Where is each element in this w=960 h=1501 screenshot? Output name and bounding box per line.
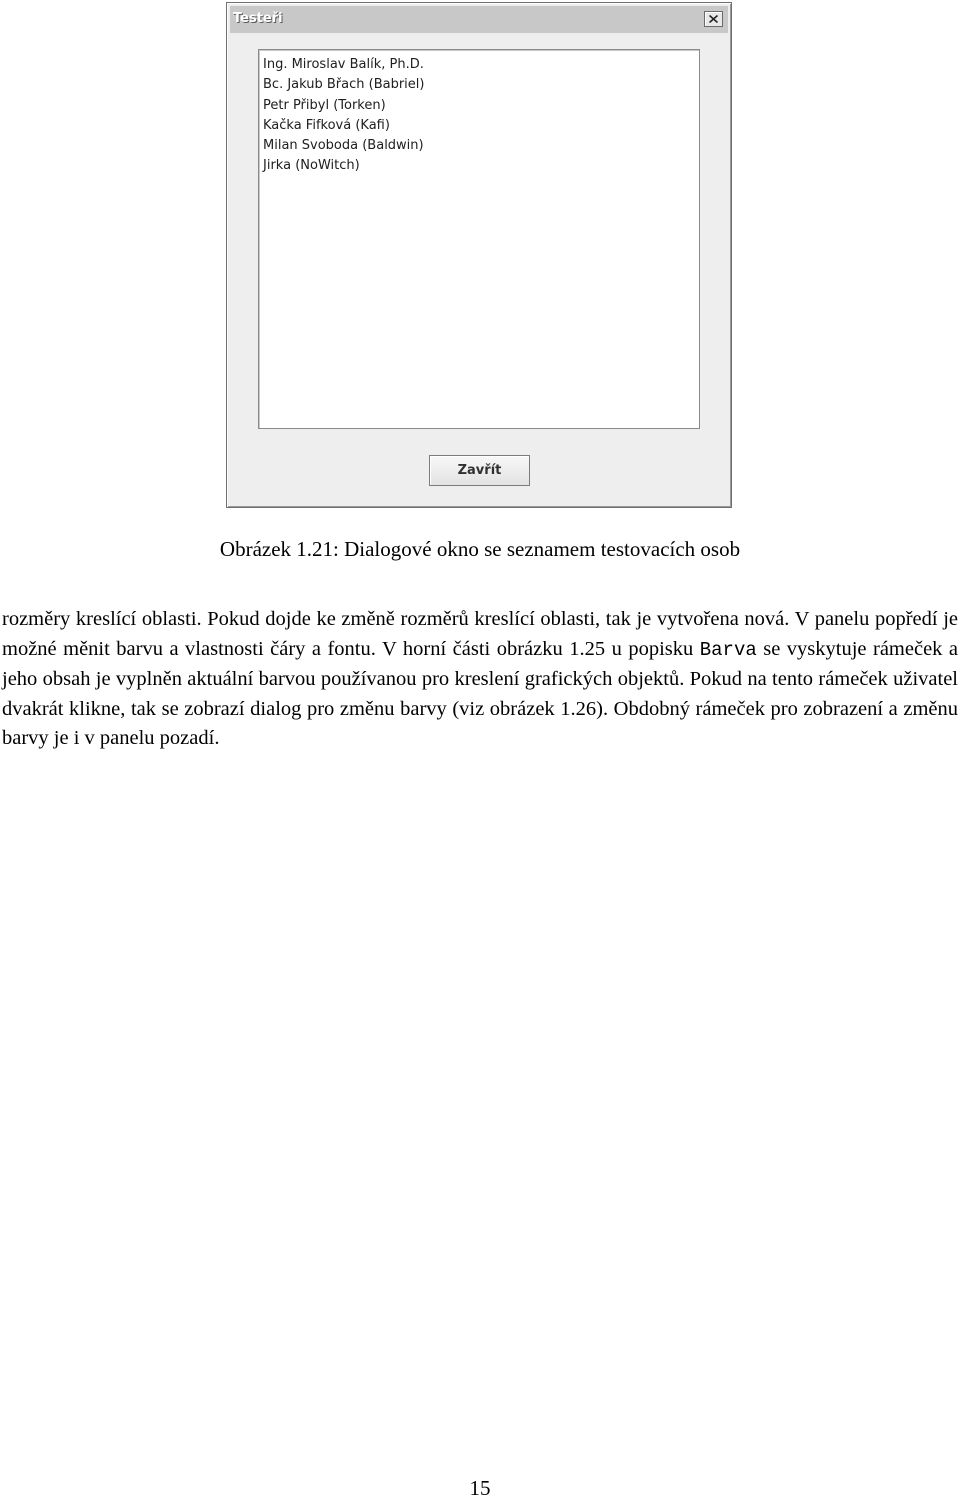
page-number: 15: [469, 1476, 491, 1500]
paragraph-text: se vyskytuje rámeček a jeho obsah je vyplněn aktuální barvou používanou pro kreslení grafických objektů. Pokud na tento rámeček uživatel dvakrát klikne, tak se zobrazí dialog pro změnu barvy (viz obrázek 1.26). Obdobný rámeček pro zobrazení a změnu barvy je i v panelu pozadí.: [2, 637, 959, 749]
close-window-button[interactable]: [704, 11, 723, 27]
close-dialog-button[interactable]: Zavřít: [429, 455, 530, 486]
testers-dialog: [226, 2, 732, 508]
list-item[interactable]: Bc. Jakub Břach (Babriel): [263, 77, 425, 93]
body-paragraph: [2, 605, 958, 754]
list-item[interactable]: Milan Svoboda (Baldwin): [263, 138, 424, 154]
code-term: Barva: [699, 638, 757, 661]
testers-list[interactable]: [258, 49, 700, 429]
list-item[interactable]: Petr Přibyl (Torken): [263, 97, 386, 113]
list-item[interactable]: Ing. Miroslav Balík, Ph.D.: [263, 57, 424, 72]
dialog-title: Testeři: [233, 11, 283, 26]
figure-caption: Obrázek 1.21: Dialogové okno se seznamem testovacích osob: [219, 537, 741, 561]
dialog-titlebar[interactable]: [230, 6, 728, 33]
paragraph-text: rozměry kreslící oblasti. Pokud dojde ke změně rozměrů kreslící oblasti, tak je vytvořena nová. V panelu popředí je možné měnit barvu a vlastnosti čáry a fontu. V horní části obrázku 1.25 u popisku: [2, 608, 958, 660]
list-item[interactable]: Kačka Fifková (Kafi): [263, 117, 390, 133]
list-item[interactable]: Jirka (NoWitch): [263, 158, 360, 174]
close-x-icon: [709, 15, 718, 23]
